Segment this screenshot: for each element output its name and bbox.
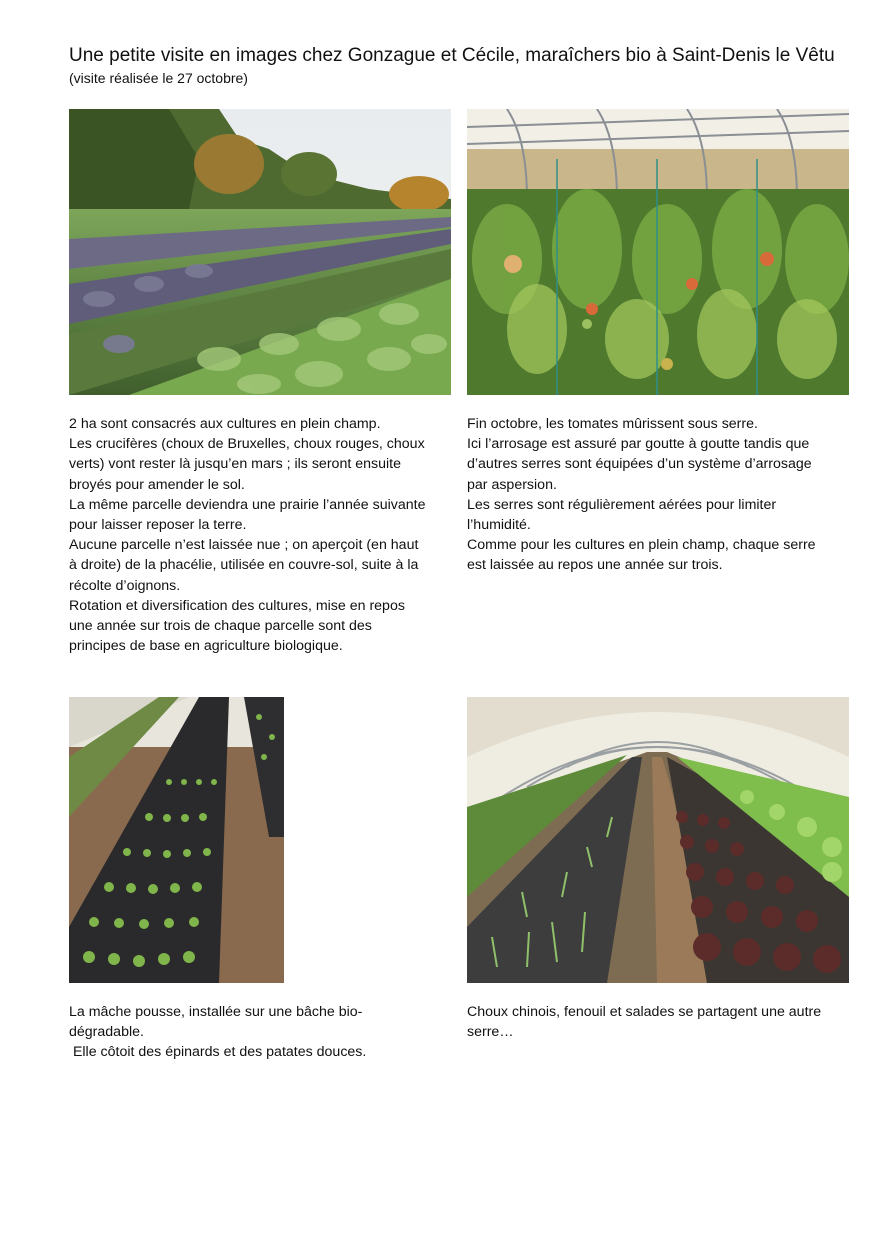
caption-line: Aucune parcelle n’est laissée nue ; on aperçoit (en haut xyxy=(69,537,419,554)
caption-line: Les serres sont régulièrement aérées pour limiter xyxy=(467,496,777,513)
caption-line: dégradable. xyxy=(69,1024,144,1041)
caption-line: d’autres serres sont équipées d’un système d’arrosage xyxy=(467,456,812,473)
caption-line: Choux chinois, fenouil et salades se partagent une autre xyxy=(467,1004,822,1020)
page-subtitle: (visite réalisée le 27 octobre) xyxy=(69,70,248,86)
caption-tomatoes xyxy=(467,414,851,576)
caption-line: 2 ha sont consacrés aux cultures en plein champ. xyxy=(69,416,381,432)
caption-line: Comme pour les cultures en plein champ, chaque serre xyxy=(467,537,816,554)
caption-line: principes de base en agriculture biologique. xyxy=(69,638,343,655)
caption-line: pour laisser reposer la terre. xyxy=(69,517,247,534)
greenhouse-salads-photo xyxy=(467,697,849,983)
caption-line: Elle côtoit des épinards et des patates douces. xyxy=(69,1044,367,1061)
caption-line: verts) vont rester là jusqu’en mars ; ils seront ensuite xyxy=(69,456,401,473)
greenhouse-tomatoes-photo xyxy=(467,109,849,395)
caption-line: une année sur trois de chaque parcelle sont des xyxy=(69,618,372,635)
caption-field xyxy=(69,414,453,656)
caption-line: Fin octobre, les tomates mûrissent sous serre. xyxy=(467,416,758,432)
caption-line: par aspersion. xyxy=(467,476,557,493)
caption-line: serre… xyxy=(467,1024,514,1041)
caption-line: à droite) de la phacélie, utilisée en couvre-sol, suite à la xyxy=(69,557,419,574)
caption-line: Ici l’arrosage est assuré par goutte à goutte tandis que xyxy=(467,436,810,453)
caption-mache xyxy=(69,1002,453,1063)
caption-line: La mâche pousse, installée sur une bâche bio- xyxy=(69,1004,363,1020)
caption-line: La même parcelle deviendra une prairie l’année suivante xyxy=(69,496,426,513)
caption-line: l’humidité. xyxy=(467,517,531,534)
caption-line: broyés pour amender le sol. xyxy=(69,476,245,493)
caption-line: Les crucifères (choux de Bruxelles, choux rouges, choux xyxy=(69,436,425,453)
caption-line: est laissée au repos une année sur trois. xyxy=(467,557,723,574)
caption-line: récolte d’oignons. xyxy=(69,577,181,594)
field-cabbage-photo xyxy=(69,109,451,395)
caption-line: Rotation et diversification des cultures, mise en repos xyxy=(69,597,405,614)
caption-salads xyxy=(467,1002,851,1042)
mache-plants-photo xyxy=(69,697,284,983)
page-title: Une petite visite en images chez Gonzague et Cécile, maraîchers bio à Saint-Denis le Vêtu xyxy=(69,45,835,66)
